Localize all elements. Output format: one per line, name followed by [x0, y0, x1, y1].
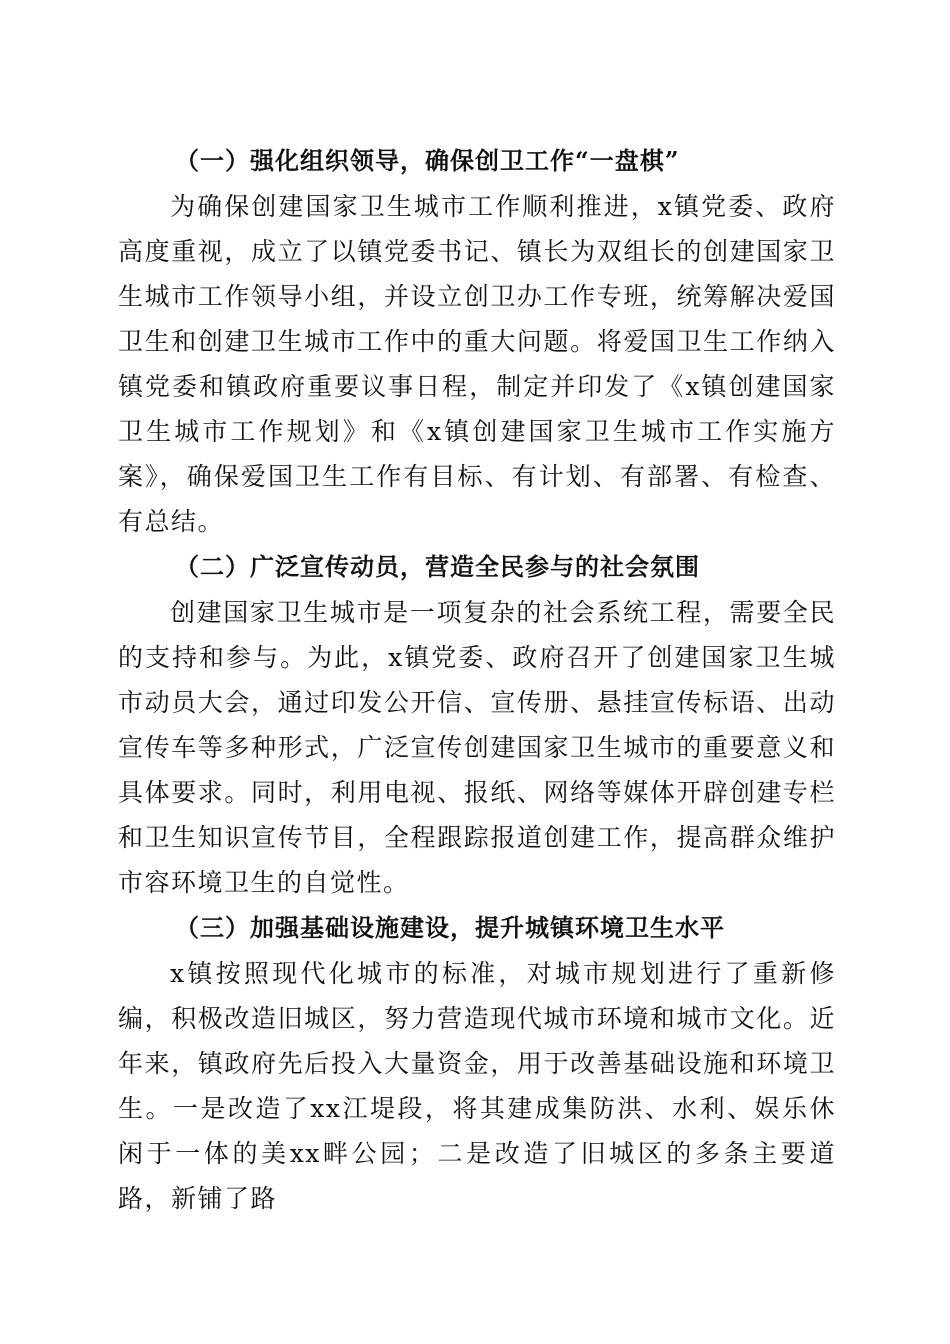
document-body: [118, 138, 836, 1221]
section-2-heading: （二）广泛宣传动员，营造全民参与的社会氛围: [175, 552, 700, 581]
section-1-paragraph: 为确保创建国家卫生城市工作顺利推进，x镇党委、政府高度重视，成立了以镇党委书记、镇长为双组长的创建国家卫生城市工作领导小组，并设立创卫办工作专班，统筹解决爱国卫生和创建卫生城市工作中的重大问题。将爱国卫生工作纳入镇党委和镇政府重要议事日程，制定并印发了《x镇创建国家卫生城市工作规划》和《x镇创建国家卫生城市工作实施方案》，确保爱国卫生工作有目标、有计划、有部署、有检查、有总结。: [118, 192, 836, 536]
section-3-paragraph: x镇按照现代化城市的标准，对城市规划进行了重新修编，积极改造旧城区，努力营造现代城市环境和城市文化。近年来，镇政府先后投入大量资金，用于改善基础设施和环境卫生。一是改造了xx江堤段，将其建成集防洪、水利、娱乐休闲于一体的美xx畔公园；二是改造了旧城区的多条主要道路，新铺了路: [118, 959, 836, 1213]
section-1-heading: （一）强化组织领导，确保创卫工作“一盘棋”: [175, 146, 680, 175]
section-2-paragraph: 创建国家卫生城市是一项复杂的社会系统工程，需要全民的支持和参与。为此，x镇党委、政府召开了创建国家卫生城市动员大会，通过印发公开信、宣传册、悬挂宣传标语、出动宣传车等多种形式，广泛宣传创建国家卫生城市的重要意义和具体要求。同时，利用电视、报纸、网络等媒体开辟创建专栏和卫生知识宣传节目，全程跟踪报道创建工作，提高群众维护市容环境卫生的自觉性。: [118, 598, 836, 897]
section-3-heading: （三）加强基础设施建设，提升城镇环境卫生水平: [175, 913, 725, 942]
